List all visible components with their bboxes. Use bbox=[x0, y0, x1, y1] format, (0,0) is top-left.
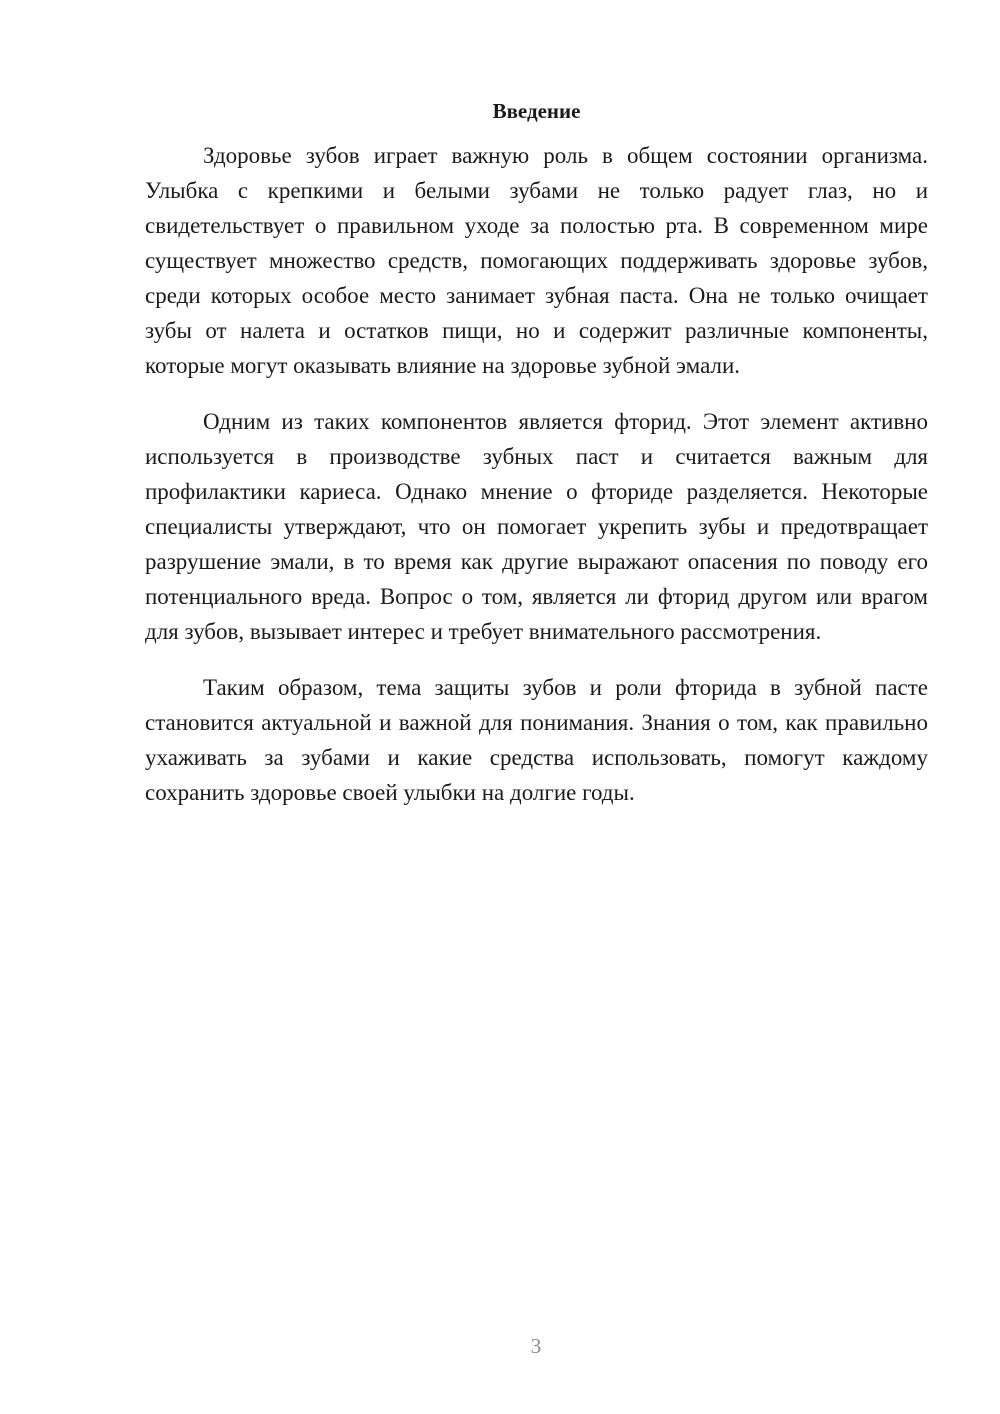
section-heading: Введение bbox=[492, 99, 581, 123]
page-content bbox=[145, 96, 928, 831]
paragraph-2: Одним из таких компонентов является фторид. Этот элемент активно используется в производстве зубных паст и считается важным для профилактики кариеса. Однако мнение о фториде разделяется. Некоторые специалисты утверждают, что он помогает укрепить зубы и предотвращает разрушение эмали, в то время как другие выражают опасения по поводу его потенциального вреда. Вопрос о том, является ли фторид другом или врагом для зубов, вызывает интерес и требует внимательного рассмотрения. bbox=[145, 409, 928, 644]
page-number: 3 bbox=[530, 1334, 542, 1358]
paragraph-1: Здоровье зубов играет важную роль в общем состоянии организма. Улыбка с крепкими и белыми зубами не только радует глаз, но и свидетельствует о правильном уходе за полостью рта. В современном мире существует множество средств, помогающих поддерживать здоровье зубов, среди которых особое место занимает зубная паста. Она не только очищает зубы от налета и остатков пищи, но и содержит различные компоненты, которые могут оказывать влияние на здоровье зубной эмали. bbox=[145, 143, 928, 378]
paragraph-3: Таким образом, тема защиты зубов и роли фторида в зубной пасте становится актуальной и важной для понимания. Знания о том, как правильно ухаживать за зубами и какие средства использовать, помогут каждому сохранить здоровье своей улыбки на долгие годы. bbox=[145, 675, 928, 805]
